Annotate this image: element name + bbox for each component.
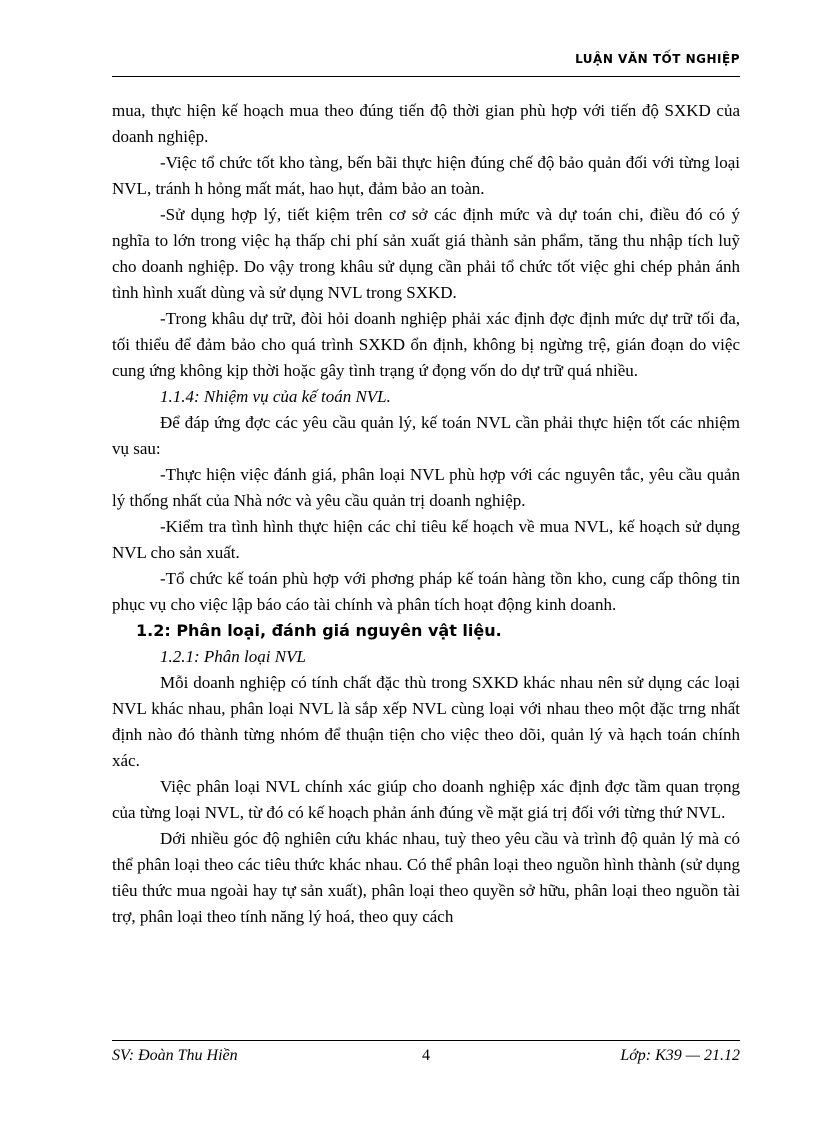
paragraph-classification-benefit: Việc phân loại NVL chính xác giúp cho doanh nghiệp xác định đợc tầm quan trọng của từng loại NVL, từ đó có kế hoạch phản ánh đúng về mặt giá trị đối với từng thứ NVL. [112, 777, 740, 822]
paragraph-storage: -Việc tổ chức tốt kho tàng, bến bãi thực hiện đúng chế độ bảo quản đối với từng loại NVL, tránh h hỏng mất mát, hao hụt, đảm bảo an toàn. [112, 153, 740, 198]
paragraph-tasks-intro: Để đáp ứng đợc các yêu cầu quản lý, kế toán NVL cần phải thực hiện tốt các nhiệm vụ sau: [112, 413, 740, 458]
paragraph-classification: Mỗi doanh nghiệp có tính chất đặc thù trong SXKD khác nhau nên sử dụng các loại NVL khác nhau, phân loại NVL là sắp xếp NVL cùng loại với nhau theo một đặc trng nhất định nào đó thành từng nhóm để thuận tiện cho việc theo dõi, quản lý và hạch toán chính xác. [112, 673, 740, 770]
header-divider [112, 76, 740, 77]
footer-page-number: 4 [422, 1047, 430, 1064]
footer-author: SV: Đoàn Thu Hiền [112, 1047, 238, 1064]
paragraph-task-evaluate: -Thực hiện việc đánh giá, phân loại NVL phù hợp với các nguyên tắc, yêu cầu quản lý thống nhất của Nhà nớc và yêu cầu quản trị doanh nghiệp. [112, 465, 740, 510]
paragraph-classification-criteria: Dới nhiều góc độ nghiên cứu khác nhau, tuỳ theo yêu cầu và trình độ quản lý mà có thể phân loại theo các tiêu thức khác nhau. Có thể phân loại theo nguồn hình thành (sử dụng tiêu thức mua ngoài hay tự sản xuất), phân loại theo quyền sở hữu, phân loại theo nguồn tài trợ, phân loại theo tính năng lý hoá, theo quy cách [112, 829, 740, 926]
subsection-heading-1-2-1: 1.2.1: Phân loại NVL [160, 647, 306, 666]
paragraph-continuation: mua, thực hiện kế hoạch mua theo đúng tiến độ thời gian phù hợp với tiến độ SXKD của doanh nghiệp. [112, 101, 740, 146]
footer-divider [112, 1040, 740, 1041]
section-heading-1-2: 1.2: Phân loại, đánh giá nguyên vật liệu. [136, 621, 502, 640]
page-body [112, 98, 740, 930]
page-footer [112, 1047, 740, 1069]
footer-class: Lớp: K39 — 21.12 [620, 1047, 740, 1064]
paragraph-reserve: -Trong khâu dự trữ, đòi hỏi doanh nghiệp phải xác định đợc định mức dự trữ tối đa, tối thiểu để đảm bảo cho quá trình SXKD ổn định, không bị ngừng trệ, gián đoạn do việc cung ứng không kịp thời hoặc gây tình trạng ứ đọng vốn do dự trữ quá nhiều. [112, 309, 740, 380]
paragraph-task-organize: -Tổ chức kế toán phù hợp với phơng pháp kế toán hàng tồn kho, cung cấp thông tin phục vụ cho việc lập báo cáo tài chính và phân tích hoạt động kinh doanh. [112, 569, 740, 614]
running-header-title: LUẬN VĂN TỐT NGHIỆP [575, 52, 740, 66]
paragraph-task-check: -Kiểm tra tình hình thực hiện các chỉ tiêu kế hoạch về mua NVL, kế hoạch sử dụng NVL cho sản xuất. [112, 517, 740, 562]
paragraph-usage: -Sử dụng hợp lý, tiết kiệm trên cơ sở các định mức và dự toán chi, điều đó có ý nghĩa to lớn trong việc hạ thấp chi phí sản xuất giá thành sản phẩm, tăng thu nhập tích luỹ cho doanh nghiệp. Do vậy trong khâu sử dụng cần phải tổ chức tốt việc ghi chép phản ánh tình hình xuất dùng và sử dụng NVL trong SXKD. [112, 205, 740, 302]
subsection-heading-1-1-4: 1.1.4: Nhiệm vụ của kế toán NVL. [160, 387, 391, 406]
